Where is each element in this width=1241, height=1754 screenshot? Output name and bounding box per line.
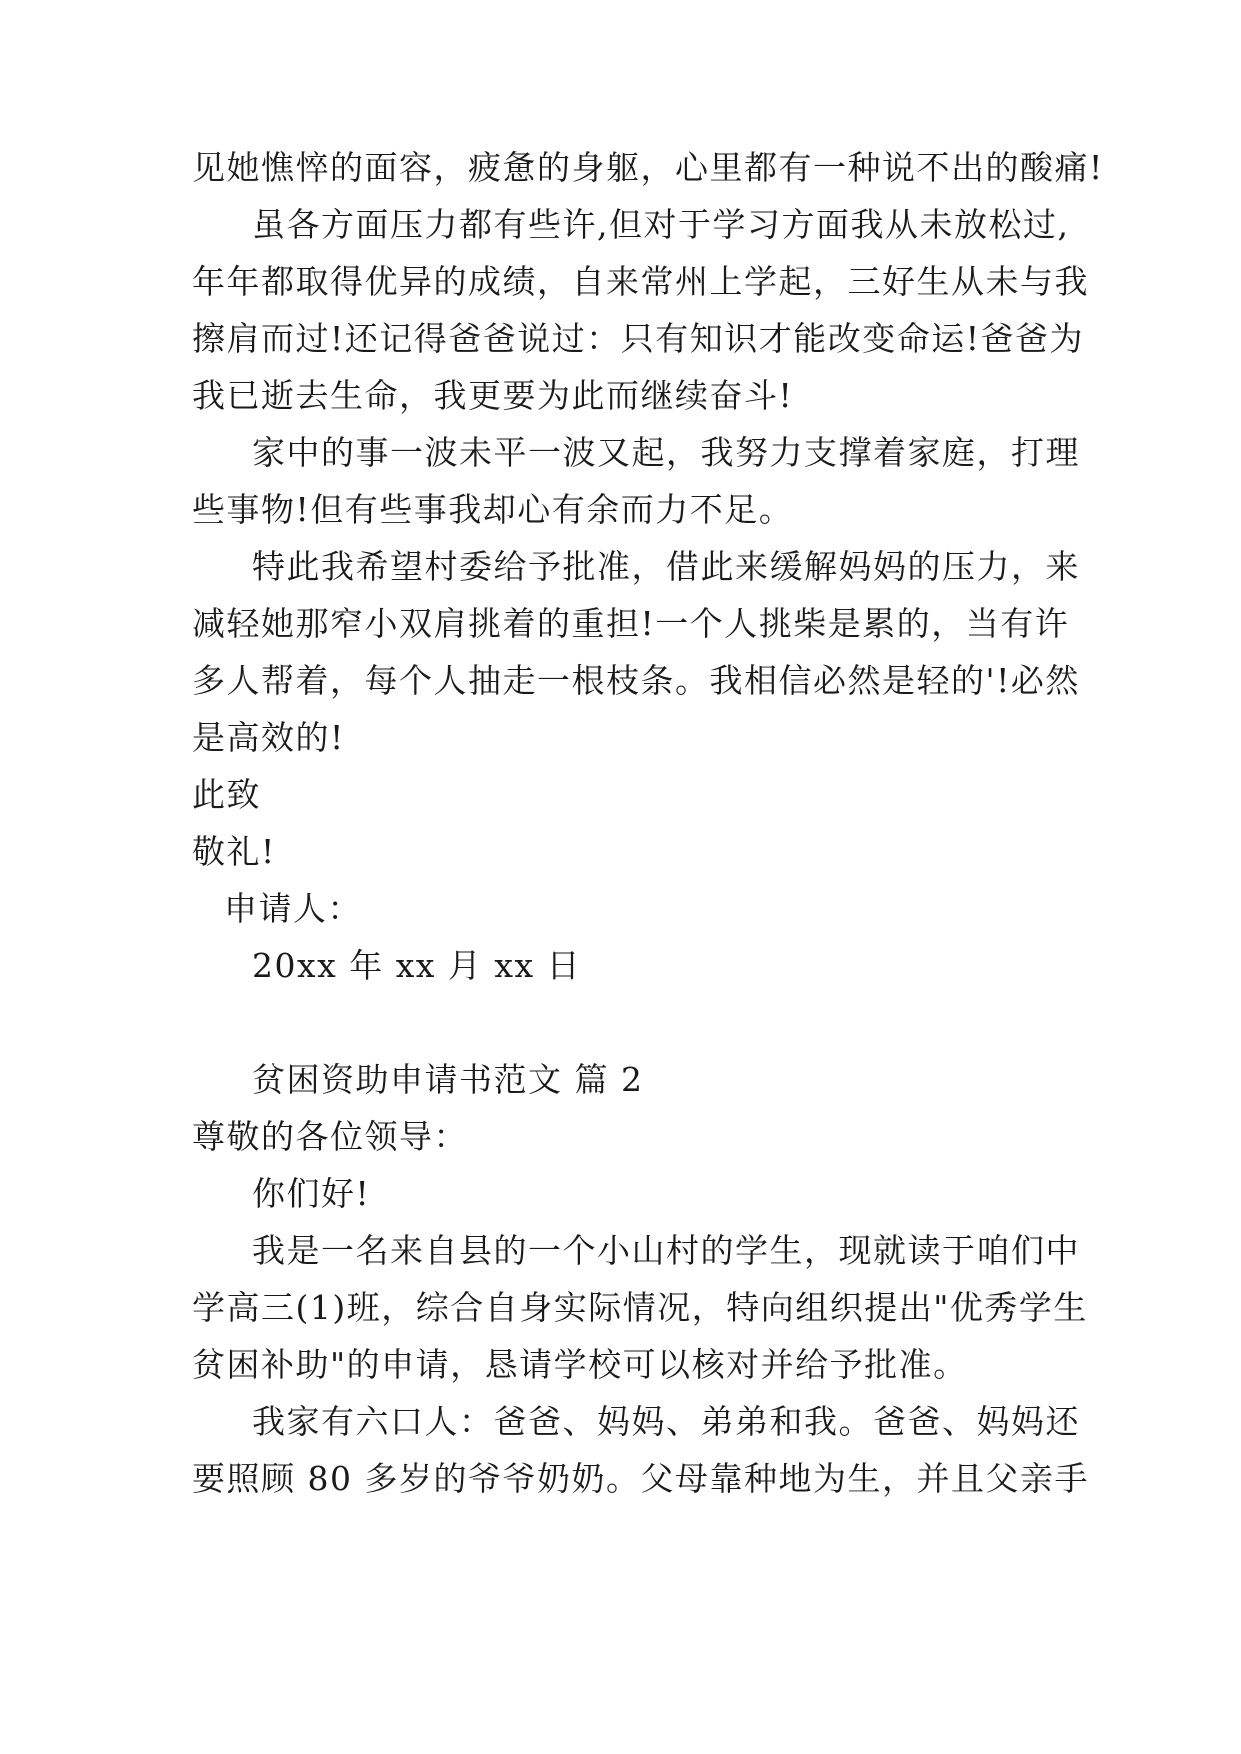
closing-regards: 敬礼! (192, 832, 276, 871)
body-text-line: 家中的事一波未平一波又起，我努力支撑着家庭，打理 (252, 433, 1080, 472)
body-text-line: 虽各方面压力都有些许,但对于学习方面我从未放松过, (252, 205, 1070, 244)
body-text-line: 我已逝去生命，我更要为此而继续奋斗! (192, 376, 794, 415)
body-text-line: 些事物!但有些事我却心有余而力不足。 (192, 490, 794, 529)
body-text-line: 特此我希望村委给予批准，借此来缓解妈妈的压力，来 (252, 547, 1080, 586)
applicant-label: 申请人： (224, 889, 362, 928)
body-text-line: 见她憔悴的面容，疲惫的身躯，心里都有一种说不出的酸痛! (192, 148, 1104, 187)
body-text-line: 减轻她那窄小双肩挑着的重担!一个人挑柴是累的，当有许 (192, 604, 1070, 643)
body-text-line: 我家有六口人：爸爸、妈妈、弟弟和我。爸爸、妈妈还 (252, 1402, 1080, 1441)
closing-salutation: 此致 (192, 775, 261, 814)
body-text-line: 要照顾 80 多岁的爷爷奶奶。父母靠种地为生，并且父亲手 (192, 1459, 1089, 1498)
section-title: 贫困资助申请书范文 篇 2 (252, 1060, 644, 1099)
body-text-line: 贫困补助"的申请，恳请学校可以核对并给予批准。 (192, 1345, 968, 1384)
body-text-line: 学高三(1)班，综合自身实际情况，特向组织提出"优秀学生 (192, 1288, 1088, 1327)
date-line: 20xx 年 xx 月 xx 日 (252, 946, 582, 985)
body-text-line: 我是一名来自县的一个小山村的学生，现就读于咱们中 (252, 1231, 1080, 1270)
greeting: 你们好! (252, 1174, 371, 1213)
body-text-line: 擦肩而过!还记得爸爸说过：只有知识才能改变命运!爸爸为 (192, 319, 1085, 358)
body-text-line: 是高效的! (192, 718, 345, 757)
body-text-line: 多人帮着，每个人抽走一根枝条。我相信必然是轻的'!必然 (192, 661, 1080, 700)
salutation: 尊敬的各位领导： (192, 1117, 468, 1156)
body-text-line: 年年都取得优异的成绩，自来常州上学起，三好生从未与我 (192, 262, 1089, 301)
